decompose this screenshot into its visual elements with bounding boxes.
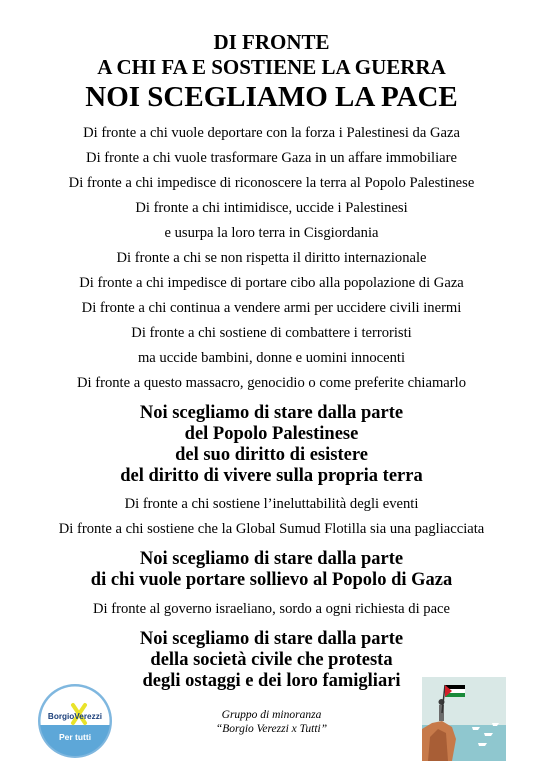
text-line: Di fronte a chi se non rispetta il diritto internazionale	[116, 250, 427, 266]
statement-line: Noi scegliamo di stare dalla parte	[139, 549, 404, 569]
text-line: Di fronte a chi sostiene di combattere i terroristi	[131, 325, 412, 341]
statement-line: Noi scegliamo di stare dalla parte	[139, 403, 404, 423]
palestinian-flag-rock-illustration	[422, 677, 506, 761]
header-line-2: A CHI FA E SOSTIENE LA GUERRA	[97, 55, 446, 79]
statement-line: del diritto di vivere sulla propria terra	[120, 466, 423, 486]
text-line: Di fronte a chi vuole trasformare Gaza in un affare immobiliare	[86, 150, 457, 166]
text-line: Di fronte al governo israeliano, sordo a ogni richiesta di pace	[92, 601, 451, 617]
header-line-1: DI FRONTE	[213, 30, 330, 54]
header-line-3: NOI SCEGLIAMO LA PACE	[85, 81, 458, 113]
statement-line: di chi vuole portare sollievo al Popolo di Gaza	[90, 570, 453, 590]
text-line: Di fronte a chi impedisce di riconoscere la terra al Popolo Palestinese	[68, 175, 475, 191]
text-line: Di fronte a chi continua a vendere armi per uccidere civili inermi	[81, 300, 462, 316]
statement-line: del Popolo Palestinese	[184, 424, 359, 444]
statement-line: del suo diritto di esistere	[175, 445, 368, 465]
text-line: Di fronte a chi sostiene l’ineluttabilità degli eventi	[124, 496, 419, 512]
logo-tagline: Per tutti	[58, 732, 92, 742]
text-line: e usurpa la loro terra in Cisgiordania	[164, 225, 379, 241]
text-line: Di fronte a chi impedisce di portare cibo alla popolazione di Gaza	[79, 275, 464, 291]
statement-line: degli ostaggi e dei loro famigliari	[142, 671, 401, 691]
logo-brand-text: BorgioVerezzi	[47, 712, 103, 721]
statement-line: Noi scegliamo di stare dalla parte	[139, 629, 404, 649]
text-line: Di fronte a chi sostiene che la Global Sumud Flotilla sia una pagliacciata	[58, 521, 485, 537]
group-label: Gruppo di minoranza	[221, 709, 322, 721]
text-line: Di fronte a chi vuole deportare con la forza i Palestinesi da Gaza	[83, 125, 460, 141]
text-line: Di fronte a questo massacro, genocidio o come preferite chiamarlo	[76, 375, 466, 391]
text-line: Di fronte a chi intimidisce, uccide i Palestinesi	[135, 200, 408, 216]
text-line: ma uccide bambini, donne e uomini innocenti	[137, 350, 406, 366]
group-name: “Borgio Verezzi x Tutti”	[215, 723, 328, 735]
flag-illustration-icon	[422, 677, 506, 761]
statement-line: della società civile che protesta	[150, 650, 393, 670]
